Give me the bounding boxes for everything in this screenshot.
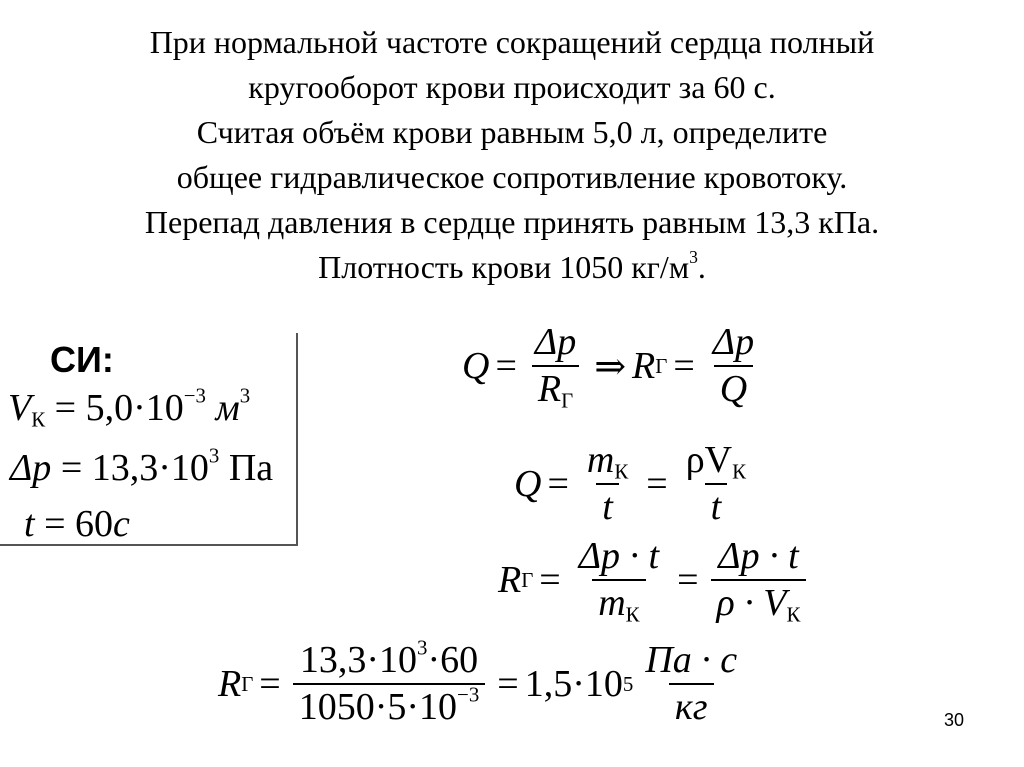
f3-fraction — [573, 535, 665, 627]
f1-implies: ⇒ — [594, 345, 627, 388]
pressure-symbol: Δp — [10, 447, 52, 489]
formula-flow-rate — [514, 440, 758, 528]
given-volume — [8, 384, 250, 432]
f4-unit-fraction — [639, 640, 743, 728]
time-unit: с — [113, 503, 130, 545]
f4-fraction — [293, 635, 486, 729]
f3-fraction-2 — [711, 535, 807, 627]
volume-unit: м — [205, 387, 240, 429]
time-symbol: t — [24, 503, 35, 545]
given-pressure — [10, 444, 273, 492]
problem-line-5: Перепад давления в сердце принять равным 13,3 кПа. — [144, 204, 880, 240]
f3-den2-sub: К — [786, 602, 801, 627]
density-end: . — [697, 249, 706, 285]
f1-r: R — [632, 345, 656, 388]
volume-subscript: К — [31, 407, 46, 432]
problem-statement — [20, 20, 1004, 290]
f1-fraction-2 — [707, 322, 760, 410]
f1-den: R — [537, 368, 562, 411]
f4-den-exp: −3 — [457, 682, 480, 707]
f3-lhs: R — [498, 559, 522, 602]
volume-value: = 5,0·10 — [45, 387, 184, 429]
formula-flow-resistance: Q = $\frac{\Delta p}{R_Г}$ ⇒ R Г = $\frac{\Delta p}{Q}$ — [462, 322, 766, 410]
f4-num-exp: 3 — [417, 635, 428, 660]
problem-line-2: кругооборот крови происходит за 60 с. — [248, 69, 776, 105]
pressure-unit: Па — [219, 447, 274, 489]
f4-num-b: ·60 — [427, 639, 479, 681]
problem-line-1: При нормальной частоте сокращений сердца полный — [149, 24, 875, 60]
pressure-exponent: 3 — [208, 443, 220, 468]
given-time — [24, 500, 130, 548]
f4-lhs: R — [218, 663, 242, 706]
f4-unit-num: Па · с — [645, 639, 738, 681]
f2-den2: t — [710, 486, 722, 529]
pressure-value: = 13,3·10 — [51, 447, 209, 489]
f3-equals: = — [539, 559, 561, 602]
f2-num2-sub: К — [732, 459, 747, 484]
f3-num: Δp · t — [578, 535, 660, 577]
f3-den2: ρ · V — [716, 582, 787, 625]
formula-resistance-expanded: R Г = $\frac{\Delta p \cdot t}{m_К}$ = $\frac{\Delta p \cdot t}{\rho \cdot V_К}$ — [498, 536, 812, 624]
f4-result: 1,5·10 — [524, 663, 623, 706]
f2-lhs: Q — [514, 463, 542, 506]
f3-equals-2: = — [677, 559, 699, 602]
volume-unit-exponent: 3 — [239, 383, 251, 408]
time-value: = 60 — [34, 503, 113, 545]
f2-fraction-2 — [680, 440, 752, 528]
f2-num-sub: К — [614, 459, 629, 484]
f2-num2: ρV — [685, 439, 733, 481]
f1-den2: Q — [719, 368, 748, 411]
volume-symbol: V — [8, 387, 32, 429]
f2-den: t — [602, 486, 613, 529]
f4-equals-2: = — [497, 663, 519, 706]
f3-den: m — [598, 582, 626, 625]
f2-equals: = — [547, 463, 569, 506]
f1-equals: = — [495, 345, 517, 388]
f2-fraction — [581, 440, 634, 528]
problem-line-4: общее гидравлическое сопротивление кровотоку. — [176, 159, 848, 195]
formula-numeric-result: R Г = $\frac{13,3\cdot 10^3\cdot 60}{1050\cdot 5\cdot 10^{-3}}$ = 1,5·10 5 $\frac{Па \cdot с}{кг}$ — [218, 640, 749, 728]
f3-num2: Δp · t — [718, 535, 799, 577]
f1-den-sub: Г — [561, 388, 574, 413]
si-title: СИ: — [50, 339, 114, 380]
f1-num: Δp — [534, 321, 577, 363]
f4-den-a: 1050·5·10 — [298, 686, 458, 729]
f1-equals-2: = — [673, 345, 695, 388]
density-text: Плотность крови 1050 кг/м — [318, 249, 690, 285]
f4-unit-den: кг — [674, 686, 708, 729]
f1-fraction — [529, 321, 582, 413]
f4-equals: = — [259, 663, 281, 706]
problem-line-6 — [20, 245, 1004, 290]
density-exponent: 3 — [689, 247, 698, 268]
f2-equals-2: = — [646, 463, 668, 506]
f3-den-sub: К — [625, 602, 640, 627]
f1-lhs: Q — [462, 345, 490, 388]
problem-line-3: Считая объём крови равным 5,0 л, определите — [196, 114, 828, 150]
f1-num2: Δp — [712, 321, 755, 363]
f4-num-a: 13,3·10 — [299, 639, 418, 681]
page-number: 30 — [944, 710, 965, 730]
volume-exponent: −3 — [183, 383, 206, 408]
f2-num: m — [586, 439, 615, 481]
